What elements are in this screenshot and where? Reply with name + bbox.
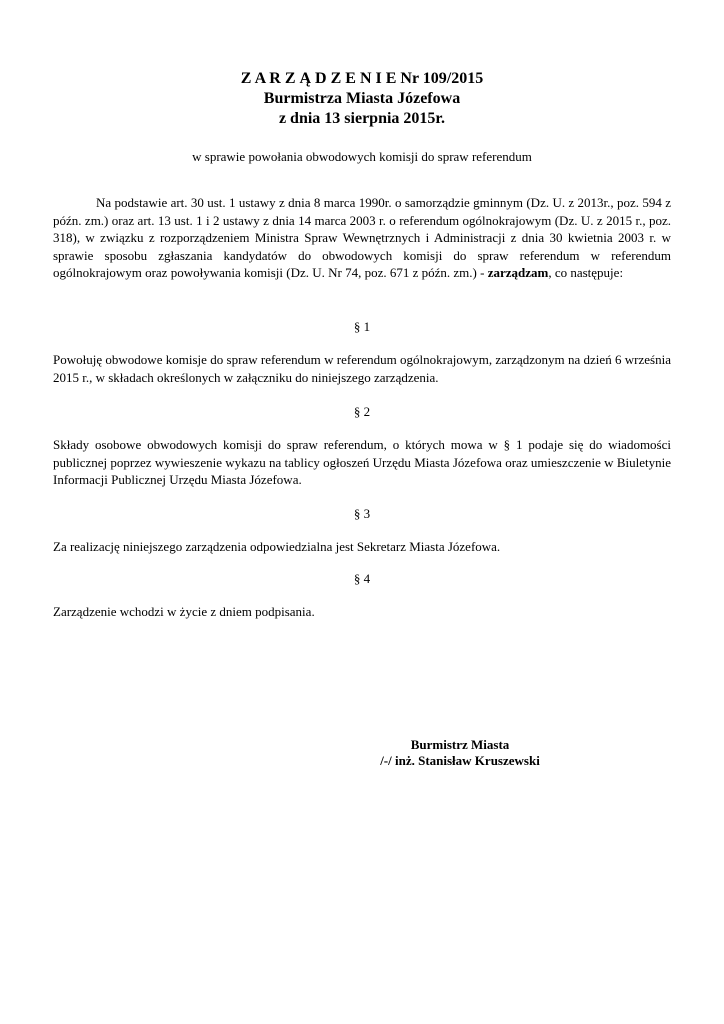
subject-line: w sprawie powołania obwodowych komisji do spraw referendum bbox=[192, 149, 532, 164]
signature-title: Burmistrz Miasta bbox=[410, 737, 510, 752]
section-mark-1: § 1 bbox=[353, 319, 371, 334]
issuer: Burmistrza Miasta Józefowa bbox=[263, 90, 461, 107]
issue-date: z dnia 13 sierpnia 2015r. bbox=[278, 110, 446, 127]
legal-basis-text: Na podstawie art. 30 ust. 1 ustawy z dnia 8 marca 1990r. o samorządzie gminnym (Dz. U. z 2013r., poz. 594 z późn. zm.) oraz art. 13 ust. 1 i 2 ustawy z dnia 14 marca 2003 r. o referendum ogólnokrajowym (Dz. U. z 2015 r., poz. 318), w związku z rozporządzeniem Ministra Spraw Wewnętrznych i Administracji z dnia 30 kwietnia 2003 r. w sprawie sposobu zgłaszania kandydatów do obwodowych komisji do spraw referendum w referendum ogólnokrajowym oraz powoływania komisji (Dz. U. Nr 74, poz. 671 z późn. zm.) - bbox=[53, 195, 671, 280]
decree-keyword: zarządzam bbox=[487, 265, 549, 280]
section-mark-3: § 3 bbox=[353, 506, 371, 521]
legal-basis-paragraph bbox=[53, 194, 671, 282]
legal-basis-ending: , co następuje: bbox=[548, 265, 624, 280]
section-text-2: Składy osobowe obwodowych komisji do spraw referendum, o których mowa w § 1 podaje się do wiadomości publicznej poprzez wywieszenie wykazu na tablicy ogłoszeń Urzędu Miasta Józefowa oraz umieszczenie w Biuletynie Informacji Publicznej Urzędu Miasta Józefowa. bbox=[53, 437, 671, 487]
section-text-1: Powołuję obwodowe komisje do spraw referendum w referendum ogólnokrajowym, zarządzonym na dzień 6 września 2015 r., w składach określonych w załączniku do niniejszego zarządzenia. bbox=[53, 352, 671, 385]
section-text-3: Za realizację niniejszego zarządzenia odpowiedzialna jest Sekretarz Miasta Józefowa. bbox=[53, 539, 501, 554]
section-text-4: Zarządzenie wchodzi w życie z dniem podpisania. bbox=[53, 604, 315, 619]
ordinance-number: Z A R Z Ą D Z E N I E Nr 109/2015 bbox=[240, 70, 484, 87]
section-mark-2: § 2 bbox=[353, 404, 371, 419]
section-mark-4: § 4 bbox=[353, 571, 371, 586]
signature-name: /-/ inż. Stanisław Kruszewski bbox=[380, 753, 540, 768]
